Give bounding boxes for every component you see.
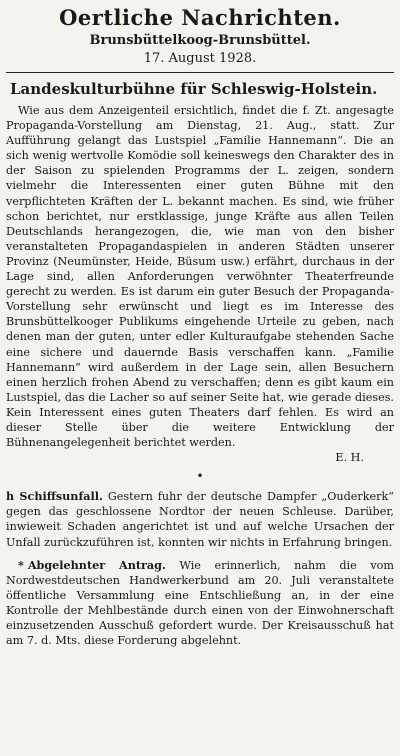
article-body: Wie erinnerlich, nahm die vom Nordwestdeutschen Handwerkerbund am 20. Juli veranstaltete öffentliche Versammlung eine Entschließung an, in der eine Kontrolle der Mehlbestände durch einen von der Einwohnerschaft einzusetzenden Ausschuß gefordert wurde. Der Kreisausschuß hat am 7. d. Mts. diese Forderung abgelehnt. — [6, 558, 394, 648]
article-body: Gestern fuhr der deutsche Dampfer „Ouderkerk“ gegen das geschlossene Nordtor der neuen Schleuse. Darüber, inwieweit Schaden angerichtet ist und auf welche Ursachen der Unfall zurückzuführen ist, konnten wir nichts in Erfahrung bringen. — [6, 490, 394, 549]
article-lead: Abgelehnter Antrag. — [27, 557, 166, 572]
article-headline: Landeskulturbühne für Schleswig-Holstein. — [10, 80, 378, 98]
article-body: Wie aus dem Anzeigenteil ersichtlich, findet die f. Zt. angesagte Propaganda-Vorstellung am Dienstag, 21. Aug., statt. Zur Aufführung gelangt das Lustspiel „Familie Hannemann“. Die an sich wenig wertvolle Komödie soll keineswegs den Charakter des in der Saison zu spielenden Programms der L. zeigen, sondern vielmehr die Interessenten einer guten Bühne mit den verpflichteten Kräften der L. bekannt machen. Es sind, wie früher schon berichtet, nur erstklassige, junge Kräfte aus allen Teilen Deutschlands herangezogen, die, wie man von den bisher veranstalteten Propagandaspielen in anderen Städten unserer Provinz (Neumünster, Heide, Büsum usw.) erfährt, durchaus in der Lage sind, allen Anforderungen verwöhnter Theaterfreunde gerecht zu werden. Es ist darum ein guter Besuch der Propaganda-Vorstellung sehr erwünscht und liegt es im Interesse des Brunsbüttelkooger Publikums eingehende Urteile zu geben, nach denen man der guten, unter edler Kulturaufgabe stehenden Sache eine sichere und dauernde Basis verschaffen kann. „Familie Hannemann“ wird außerdem in der Lage sein, allen Besuchern einen herzlich frohen Abend zu verschaffen; denn es gibt kaum ein Lustspiel, das die Lacher so auf seiner Seite hat, wie gerade dieses. Kein Interessent eines guten Theaters darf fehlen. Es wird an dieser Stelle über die weitere Entwicklung der Bühnenangelegenheit berichtet werden. — [6, 104, 394, 450]
article-landeskulturbuehne — [6, 79, 394, 465]
author-signature: E. H. — [335, 451, 364, 465]
article-lead: h Schiffsunfall. — [6, 489, 103, 504]
location-subtitle: Brunsbüttelkoog-Brunsbüttel. — [89, 33, 311, 48]
article-marker: * — [18, 557, 24, 572]
masthead — [6, 4, 394, 68]
article-abgelehnter-antrag — [6, 558, 394, 649]
article-schiffsunfall — [6, 489, 394, 549]
section-separator-dot: • — [196, 469, 204, 484]
section-title: Oertliche Nachrichten. — [59, 5, 341, 30]
divider-rule — [6, 72, 394, 73]
dateline: 17. August 1928. — [143, 51, 257, 66]
